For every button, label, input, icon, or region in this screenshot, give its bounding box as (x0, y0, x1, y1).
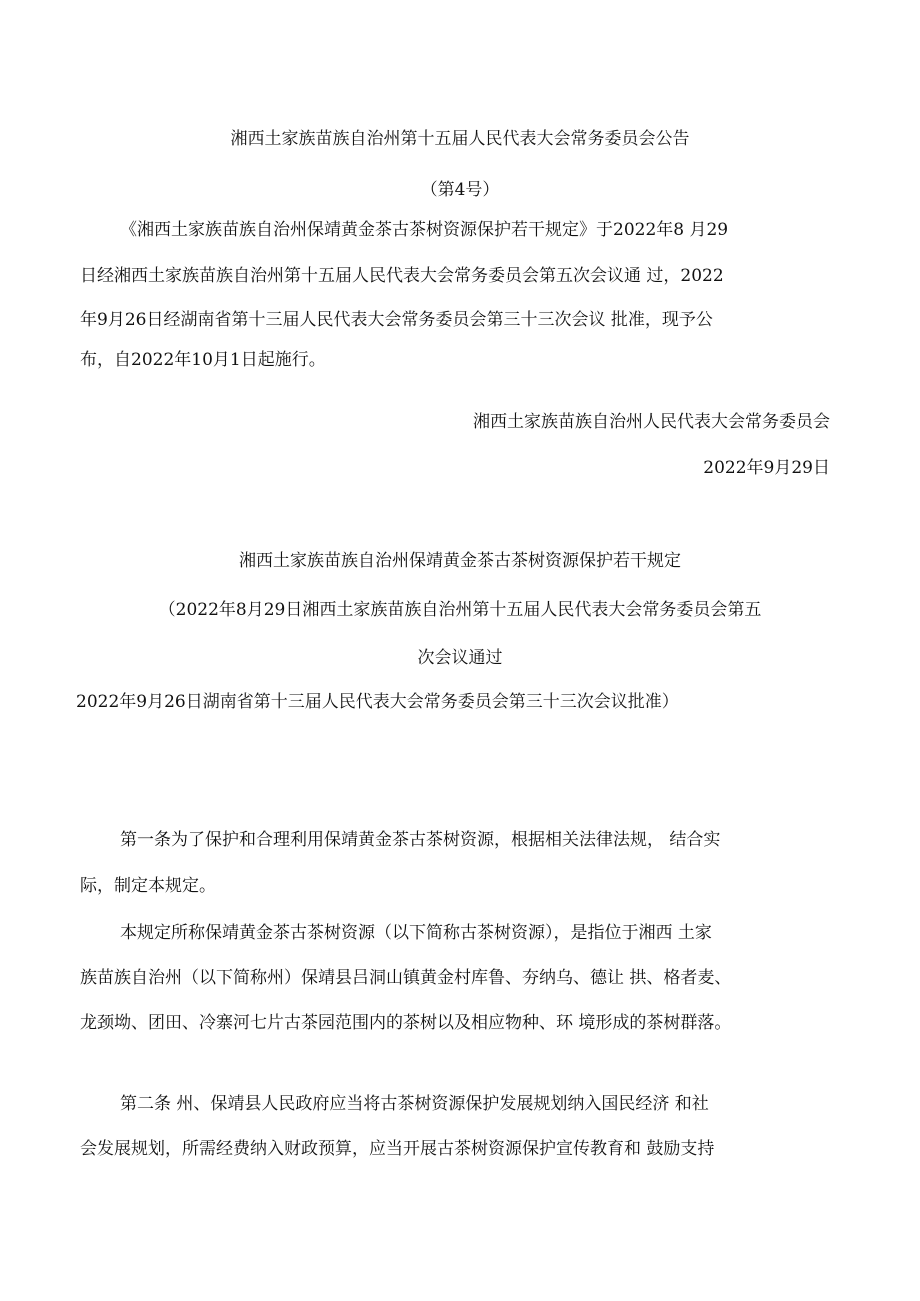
paragraph-line: 族苗族自治州（以下简称州）保靖县吕洞山镇黄金村库鲁、夯纳乌、德让 拱、格者麦、 (80, 968, 732, 988)
article-1-line: 际，制定本规定。 (80, 876, 216, 896)
body-line: 布，自2022年10月1日起施行。 (80, 350, 326, 370)
announcement-title: 湘西土家族苗族自治州第十五届人民代表大会常务委员会公告 (230, 129, 690, 149)
article-2-line: 第二条 州、保靖县人民政府应当将古茶树资源保护发展规划纳入国民经济 和社 (120, 1094, 709, 1114)
issue-date: 2022年9月29日 (703, 458, 830, 478)
article-2-line: 会发展规划，所需经费纳入财政预算，应当开展古茶树资源保护宣传教育和 鼓励支持 (80, 1139, 715, 1159)
adoption-note-line3: 2022年9月26日湖南省第十三届人民代表大会常务委员会第三十三次会议批准） (76, 692, 679, 712)
issuer: 湘西土家族苗族自治州人民代表大会常务委员会 (473, 412, 830, 432)
paragraph-line: 本规定所称保靖黄金茶古茶树资源（以下简称古茶树资源），是指位于湘西 土家 (120, 923, 712, 943)
adoption-note-line2: 次会议通过 (417, 648, 503, 668)
body-line: 《湘西土家族苗族自治州保靖黄金茶古茶树资源保护若干规定》于2022年8 月29 (120, 220, 729, 240)
article-1-line: 第一条为了保护和合理利用保靖黄金茶古茶树资源，根据相关法律法规， 结合实 (120, 830, 721, 850)
announcement-number: （第4号） (420, 180, 500, 200)
paragraph-line: 龙颈坳、团田、冷寨河七片古茶园范围内的茶树以及相应物种、环 境形成的茶树群落。 (80, 1013, 732, 1033)
adoption-note-line1: （2022年8月29日湘西土家族苗族自治州第十五届人民代表大会常务委员会第五 (158, 600, 762, 620)
regulation-title: 湘西土家族苗族自治州保靖黄金茶古茶树资源保护若干规定 (239, 551, 681, 571)
body-line: 日经湘西土家族苗族自治州第十五届人民代表大会常务委员会第五次会议通 过，2022 (80, 266, 724, 286)
body-line: 年9月26日经湖南省第十三届人民代表大会常务委员会第三十三次会议 批准，现予公 (80, 310, 713, 330)
